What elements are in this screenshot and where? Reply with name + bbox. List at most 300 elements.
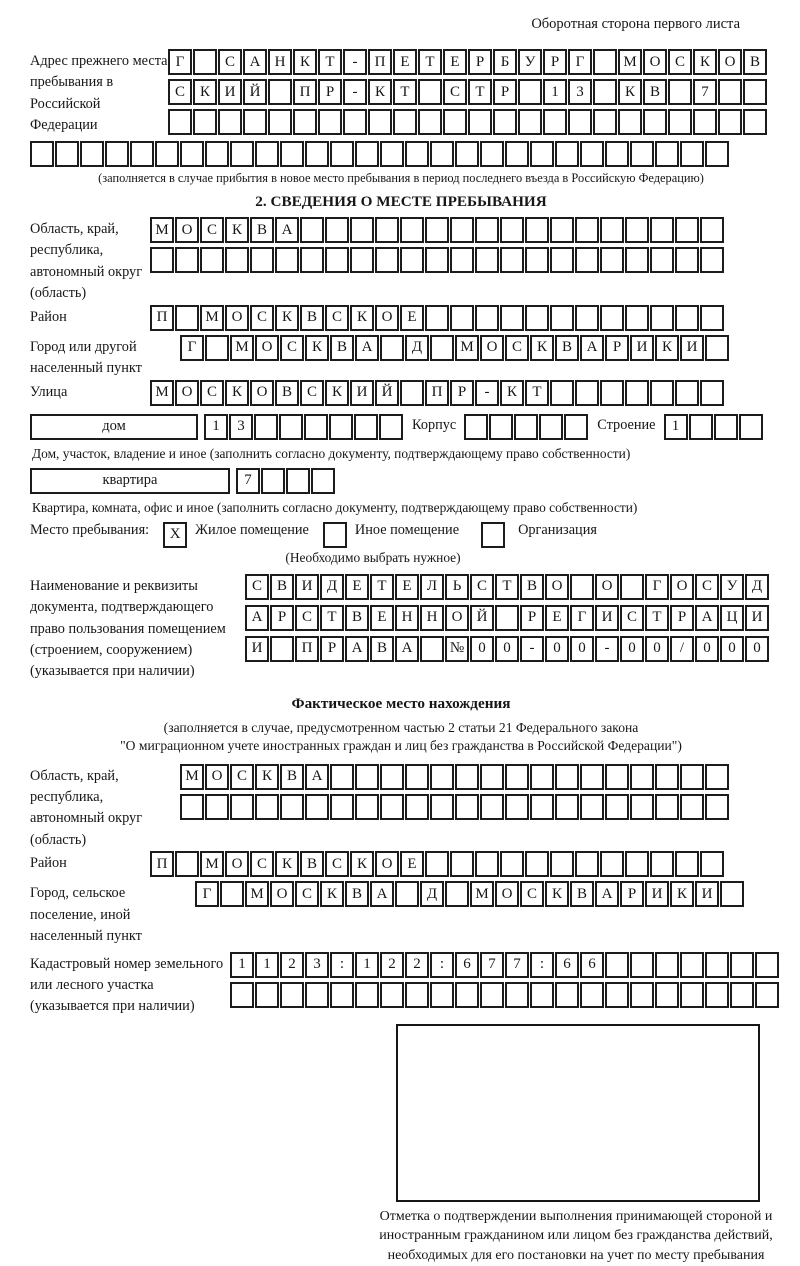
char-box[interactable] xyxy=(393,109,417,135)
char-box[interactable]: - xyxy=(343,79,367,105)
char-box[interactable]: А xyxy=(243,49,267,75)
char-box[interactable]: Р xyxy=(620,881,644,907)
char-box[interactable] xyxy=(425,851,449,877)
char-box[interactable]: В xyxy=(643,79,667,105)
char-box[interactable]: О xyxy=(718,49,742,75)
char-box[interactable]: С xyxy=(280,335,304,361)
char-box[interactable]: М xyxy=(470,881,494,907)
char-box[interactable] xyxy=(329,414,353,440)
char-box[interactable]: Р xyxy=(493,79,517,105)
char-box[interactable]: А xyxy=(370,881,394,907)
char-box[interactable] xyxy=(505,141,529,167)
char-box[interactable]: / xyxy=(670,636,694,662)
char-box[interactable]: О xyxy=(175,380,199,406)
char-box[interactable]: А xyxy=(275,217,299,243)
char-box[interactable] xyxy=(593,49,617,75)
char-box[interactable]: Д xyxy=(320,574,344,600)
char-box[interactable]: В xyxy=(570,881,594,907)
char-box[interactable]: 0 xyxy=(470,636,494,662)
char-box[interactable] xyxy=(755,952,779,978)
char-box[interactable]: О xyxy=(255,335,279,361)
char-box[interactable]: К xyxy=(325,380,349,406)
char-box[interactable]: С xyxy=(230,764,254,790)
char-box[interactable] xyxy=(380,141,404,167)
char-box[interactable]: М xyxy=(230,335,254,361)
char-box[interactable]: В xyxy=(275,380,299,406)
char-box[interactable] xyxy=(318,109,342,135)
char-box[interactable]: М xyxy=(200,851,224,877)
char-box[interactable]: Р xyxy=(320,636,344,662)
char-box[interactable]: П xyxy=(293,79,317,105)
char-box[interactable]: 7 xyxy=(480,952,504,978)
char-box[interactable]: 2 xyxy=(405,952,429,978)
char-box[interactable]: К xyxy=(293,49,317,75)
char-box[interactable]: 1 xyxy=(204,414,228,440)
char-box[interactable] xyxy=(543,109,567,135)
char-box[interactable]: В xyxy=(280,764,304,790)
char-box[interactable]: 3 xyxy=(229,414,253,440)
char-box[interactable] xyxy=(254,414,278,440)
char-box[interactable] xyxy=(555,794,579,820)
char-box[interactable]: А xyxy=(245,605,269,631)
char-box[interactable]: 0 xyxy=(645,636,669,662)
char-box[interactable]: Й xyxy=(243,79,267,105)
char-box[interactable] xyxy=(400,247,424,273)
char-box[interactable] xyxy=(168,109,192,135)
char-box[interactable]: В xyxy=(300,851,324,877)
char-box[interactable] xyxy=(518,79,542,105)
char-box[interactable] xyxy=(530,764,554,790)
char-box[interactable] xyxy=(481,522,505,548)
char-box[interactable]: К xyxy=(618,79,642,105)
char-box[interactable]: М xyxy=(455,335,479,361)
char-box[interactable]: С xyxy=(295,881,319,907)
char-box[interactable] xyxy=(525,217,549,243)
char-box[interactable] xyxy=(300,247,324,273)
char-box[interactable]: 3 xyxy=(305,952,329,978)
char-box[interactable]: - xyxy=(343,49,367,75)
char-box[interactable] xyxy=(705,982,729,1008)
char-box[interactable]: С xyxy=(295,605,319,631)
char-box[interactable]: С xyxy=(520,881,544,907)
char-box[interactable] xyxy=(680,794,704,820)
char-box[interactable]: О xyxy=(375,851,399,877)
char-box[interactable]: В xyxy=(370,636,394,662)
char-box[interactable] xyxy=(375,217,399,243)
char-box[interactable] xyxy=(230,794,254,820)
char-box[interactable] xyxy=(575,305,599,331)
char-box[interactable]: Е xyxy=(395,574,419,600)
char-box[interactable]: Т xyxy=(418,49,442,75)
char-box[interactable] xyxy=(689,414,713,440)
char-box[interactable]: 6 xyxy=(555,952,579,978)
char-box[interactable] xyxy=(430,764,454,790)
char-box[interactable] xyxy=(450,851,474,877)
char-box[interactable]: Е xyxy=(393,49,417,75)
char-box[interactable] xyxy=(625,217,649,243)
char-box[interactable]: Е xyxy=(400,305,424,331)
char-box[interactable]: К xyxy=(305,335,329,361)
char-box[interactable]: П xyxy=(150,305,174,331)
char-box[interactable]: Е xyxy=(443,49,467,75)
char-box[interactable]: Д xyxy=(420,881,444,907)
char-box[interactable]: К xyxy=(320,881,344,907)
char-box[interactable] xyxy=(600,217,624,243)
char-box[interactable] xyxy=(605,764,629,790)
char-box[interactable] xyxy=(205,141,229,167)
char-box[interactable] xyxy=(505,982,529,1008)
char-box[interactable]: Г xyxy=(168,49,192,75)
char-box[interactable]: С xyxy=(620,605,644,631)
char-box[interactable]: К xyxy=(500,380,524,406)
char-box[interactable] xyxy=(580,141,604,167)
char-box[interactable] xyxy=(730,982,754,1008)
char-box[interactable]: Р xyxy=(270,605,294,631)
char-box[interactable]: 0 xyxy=(570,636,594,662)
char-box[interactable]: Т xyxy=(525,380,549,406)
char-box[interactable] xyxy=(568,109,592,135)
char-box[interactable]: Д xyxy=(405,335,429,361)
char-box[interactable] xyxy=(600,380,624,406)
char-box[interactable] xyxy=(500,851,524,877)
char-box[interactable] xyxy=(230,141,254,167)
char-box[interactable] xyxy=(489,414,513,440)
char-box[interactable]: 1 xyxy=(543,79,567,105)
char-box[interactable]: Н xyxy=(395,605,419,631)
char-box[interactable] xyxy=(130,141,154,167)
char-box[interactable] xyxy=(550,247,574,273)
char-box[interactable] xyxy=(255,794,279,820)
char-box[interactable]: Т xyxy=(645,605,669,631)
char-box[interactable] xyxy=(675,851,699,877)
char-box[interactable] xyxy=(700,217,724,243)
char-box[interactable]: Т xyxy=(468,79,492,105)
char-box[interactable]: В xyxy=(250,217,274,243)
char-box[interactable] xyxy=(705,794,729,820)
char-box[interactable]: Л xyxy=(420,574,444,600)
char-box[interactable] xyxy=(368,109,392,135)
char-box[interactable] xyxy=(743,79,767,105)
char-box[interactable] xyxy=(505,794,529,820)
char-box[interactable] xyxy=(625,247,649,273)
char-box[interactable] xyxy=(305,141,329,167)
char-box[interactable]: Т xyxy=(370,574,394,600)
char-box[interactable] xyxy=(495,605,519,631)
char-box[interactable] xyxy=(275,247,299,273)
char-box[interactable] xyxy=(430,335,454,361)
char-box[interactable] xyxy=(443,109,467,135)
char-box[interactable] xyxy=(55,141,79,167)
char-box[interactable]: В xyxy=(300,305,324,331)
char-box[interactable] xyxy=(430,141,454,167)
char-box[interactable] xyxy=(580,764,604,790)
char-box[interactable] xyxy=(261,468,285,494)
char-box[interactable] xyxy=(643,109,667,135)
char-box[interactable]: А xyxy=(695,605,719,631)
char-box[interactable] xyxy=(280,141,304,167)
char-box[interactable] xyxy=(430,982,454,1008)
char-box[interactable] xyxy=(570,574,594,600)
char-box[interactable] xyxy=(680,982,704,1008)
char-box[interactable]: 7 xyxy=(693,79,717,105)
char-box[interactable] xyxy=(175,851,199,877)
char-box[interactable]: А xyxy=(395,636,419,662)
char-box[interactable] xyxy=(580,794,604,820)
char-box[interactable] xyxy=(293,109,317,135)
char-box[interactable] xyxy=(514,414,538,440)
organization-checkbox[interactable] xyxy=(481,522,506,548)
char-box[interactable]: С xyxy=(168,79,192,105)
char-box[interactable] xyxy=(380,335,404,361)
char-box[interactable] xyxy=(380,982,404,1008)
char-box[interactable] xyxy=(405,982,429,1008)
char-box[interactable]: О xyxy=(270,881,294,907)
char-box[interactable] xyxy=(480,764,504,790)
char-box[interactable] xyxy=(650,247,674,273)
char-box[interactable] xyxy=(755,982,779,1008)
char-box[interactable] xyxy=(455,764,479,790)
char-box[interactable]: К xyxy=(530,335,554,361)
char-box[interactable] xyxy=(530,982,554,1008)
char-box[interactable] xyxy=(650,851,674,877)
char-box[interactable]: Й xyxy=(375,380,399,406)
char-box[interactable] xyxy=(105,141,129,167)
char-box[interactable] xyxy=(268,109,292,135)
char-box[interactable]: С xyxy=(200,217,224,243)
char-box[interactable] xyxy=(550,380,574,406)
char-box[interactable] xyxy=(600,247,624,273)
char-box[interactable] xyxy=(650,380,674,406)
char-box[interactable]: К xyxy=(368,79,392,105)
char-box[interactable]: Д xyxy=(745,574,769,600)
char-box[interactable]: И xyxy=(595,605,619,631)
char-box[interactable]: О xyxy=(175,217,199,243)
char-box[interactable]: П xyxy=(368,49,392,75)
char-box[interactable] xyxy=(620,574,644,600)
char-box[interactable] xyxy=(375,247,399,273)
char-box[interactable] xyxy=(564,414,588,440)
char-box[interactable]: 0 xyxy=(745,636,769,662)
char-box[interactable] xyxy=(550,305,574,331)
char-box[interactable] xyxy=(480,982,504,1008)
char-box[interactable] xyxy=(680,952,704,978)
char-box[interactable] xyxy=(350,217,374,243)
char-box[interactable] xyxy=(330,982,354,1008)
char-box[interactable] xyxy=(300,217,324,243)
char-box[interactable] xyxy=(330,141,354,167)
char-box[interactable] xyxy=(675,305,699,331)
char-box[interactable] xyxy=(468,109,492,135)
char-box[interactable] xyxy=(680,764,704,790)
char-box[interactable]: С xyxy=(245,574,269,600)
char-box[interactable] xyxy=(605,952,629,978)
char-box[interactable]: С xyxy=(218,49,242,75)
char-box[interactable]: О xyxy=(670,574,694,600)
char-box[interactable]: О xyxy=(250,380,274,406)
char-box[interactable] xyxy=(193,109,217,135)
char-box[interactable] xyxy=(180,794,204,820)
char-box[interactable]: В xyxy=(520,574,544,600)
char-box[interactable]: С xyxy=(668,49,692,75)
char-box[interactable]: Е xyxy=(545,605,569,631)
char-box[interactable]: О xyxy=(595,574,619,600)
char-box[interactable] xyxy=(655,141,679,167)
char-box[interactable] xyxy=(530,794,554,820)
char-box[interactable]: С xyxy=(443,79,467,105)
char-box[interactable] xyxy=(630,141,654,167)
char-box[interactable] xyxy=(720,881,744,907)
char-box[interactable]: С xyxy=(250,851,274,877)
char-box[interactable] xyxy=(425,217,449,243)
char-box[interactable] xyxy=(405,764,429,790)
char-box[interactable]: А xyxy=(580,335,604,361)
char-box[interactable] xyxy=(355,764,379,790)
other-premises-checkbox[interactable] xyxy=(323,522,348,548)
char-box[interactable] xyxy=(268,79,292,105)
char-box[interactable]: О xyxy=(225,305,249,331)
char-box[interactable]: 0 xyxy=(695,636,719,662)
char-box[interactable]: : xyxy=(530,952,554,978)
char-box[interactable]: - xyxy=(475,380,499,406)
char-box[interactable] xyxy=(575,380,599,406)
stay-option-other[interactable] xyxy=(309,522,459,548)
char-box[interactable] xyxy=(280,982,304,1008)
char-box[interactable] xyxy=(175,247,199,273)
char-box[interactable] xyxy=(625,380,649,406)
char-box[interactable]: Р xyxy=(543,49,567,75)
char-box[interactable] xyxy=(693,109,717,135)
char-box[interactable] xyxy=(630,764,654,790)
char-box[interactable] xyxy=(200,247,224,273)
char-box[interactable] xyxy=(350,247,374,273)
char-box[interactable]: : xyxy=(430,952,454,978)
char-box[interactable] xyxy=(323,522,347,548)
char-box[interactable]: А xyxy=(355,335,379,361)
char-box[interactable] xyxy=(475,247,499,273)
char-box[interactable] xyxy=(230,982,254,1008)
char-box[interactable] xyxy=(475,851,499,877)
char-box[interactable]: Т xyxy=(393,79,417,105)
char-box[interactable] xyxy=(218,109,242,135)
char-box[interactable] xyxy=(575,217,599,243)
char-box[interactable] xyxy=(625,851,649,877)
char-box[interactable] xyxy=(605,982,629,1008)
char-box[interactable] xyxy=(270,636,294,662)
char-box[interactable] xyxy=(718,109,742,135)
char-box[interactable] xyxy=(668,79,692,105)
char-box[interactable]: О xyxy=(545,574,569,600)
char-box[interactable] xyxy=(193,49,217,75)
char-box[interactable] xyxy=(379,414,403,440)
char-box[interactable]: К xyxy=(693,49,717,75)
char-box[interactable] xyxy=(450,305,474,331)
char-box[interactable]: В xyxy=(743,49,767,75)
char-box[interactable] xyxy=(150,247,174,273)
char-box[interactable] xyxy=(630,794,654,820)
char-box[interactable] xyxy=(625,305,649,331)
char-box[interactable]: Н xyxy=(420,605,444,631)
char-box[interactable]: У xyxy=(518,49,542,75)
char-box[interactable]: Г xyxy=(195,881,219,907)
char-box[interactable]: Т xyxy=(495,574,519,600)
char-box[interactable] xyxy=(420,636,444,662)
char-box[interactable]: 6 xyxy=(455,952,479,978)
char-box[interactable]: Т xyxy=(318,49,342,75)
char-box[interactable]: Р xyxy=(450,380,474,406)
char-box[interactable] xyxy=(680,141,704,167)
char-box[interactable] xyxy=(311,468,335,494)
char-box[interactable]: - xyxy=(520,636,544,662)
char-box[interactable]: Г xyxy=(645,574,669,600)
char-box[interactable] xyxy=(330,764,354,790)
char-box[interactable] xyxy=(550,851,574,877)
char-box[interactable]: В xyxy=(555,335,579,361)
char-box[interactable] xyxy=(180,141,204,167)
char-box[interactable] xyxy=(593,79,617,105)
char-box[interactable]: 1 xyxy=(664,414,688,440)
char-box[interactable]: Ц xyxy=(720,605,744,631)
char-box[interactable] xyxy=(243,109,267,135)
char-box[interactable]: Р xyxy=(520,605,544,631)
char-box[interactable] xyxy=(650,217,674,243)
char-box[interactable]: X xyxy=(163,522,187,548)
char-box[interactable] xyxy=(450,217,474,243)
char-box[interactable]: № xyxy=(445,636,469,662)
char-box[interactable]: 2 xyxy=(280,952,304,978)
residential-checkbox[interactable] xyxy=(163,522,188,548)
stay-option-residential[interactable] xyxy=(149,522,309,548)
char-box[interactable] xyxy=(305,982,329,1008)
char-box[interactable]: И xyxy=(350,380,374,406)
char-box[interactable] xyxy=(705,952,729,978)
char-box[interactable] xyxy=(668,109,692,135)
char-box[interactable]: М xyxy=(200,305,224,331)
char-box[interactable]: Т xyxy=(320,605,344,631)
char-box[interactable]: Г xyxy=(180,335,204,361)
char-box[interactable] xyxy=(279,414,303,440)
char-box[interactable] xyxy=(605,794,629,820)
char-box[interactable]: 7 xyxy=(236,468,260,494)
char-box[interactable]: И xyxy=(680,335,704,361)
char-box[interactable]: 0 xyxy=(620,636,644,662)
char-box[interactable] xyxy=(395,881,419,907)
char-box[interactable]: С xyxy=(470,574,494,600)
char-box[interactable]: 1 xyxy=(230,952,254,978)
char-box[interactable] xyxy=(539,414,563,440)
char-box[interactable]: И xyxy=(745,605,769,631)
char-box[interactable]: М xyxy=(150,217,174,243)
char-box[interactable] xyxy=(450,247,474,273)
char-box[interactable] xyxy=(464,414,488,440)
char-box[interactable]: 7 xyxy=(505,952,529,978)
char-box[interactable] xyxy=(655,952,679,978)
char-box[interactable] xyxy=(700,851,724,877)
char-box[interactable]: 1 xyxy=(355,952,379,978)
char-box[interactable]: Ь xyxy=(445,574,469,600)
char-box[interactable] xyxy=(655,764,679,790)
char-box[interactable] xyxy=(705,764,729,790)
char-box[interactable]: В xyxy=(270,574,294,600)
char-box[interactable]: М xyxy=(618,49,642,75)
char-box[interactable]: И xyxy=(218,79,242,105)
char-box[interactable] xyxy=(705,141,729,167)
char-box[interactable] xyxy=(618,109,642,135)
char-box[interactable]: О xyxy=(445,605,469,631)
char-box[interactable]: И xyxy=(645,881,669,907)
char-box[interactable] xyxy=(518,109,542,135)
char-box[interactable]: Р xyxy=(670,605,694,631)
char-box[interactable] xyxy=(405,794,429,820)
